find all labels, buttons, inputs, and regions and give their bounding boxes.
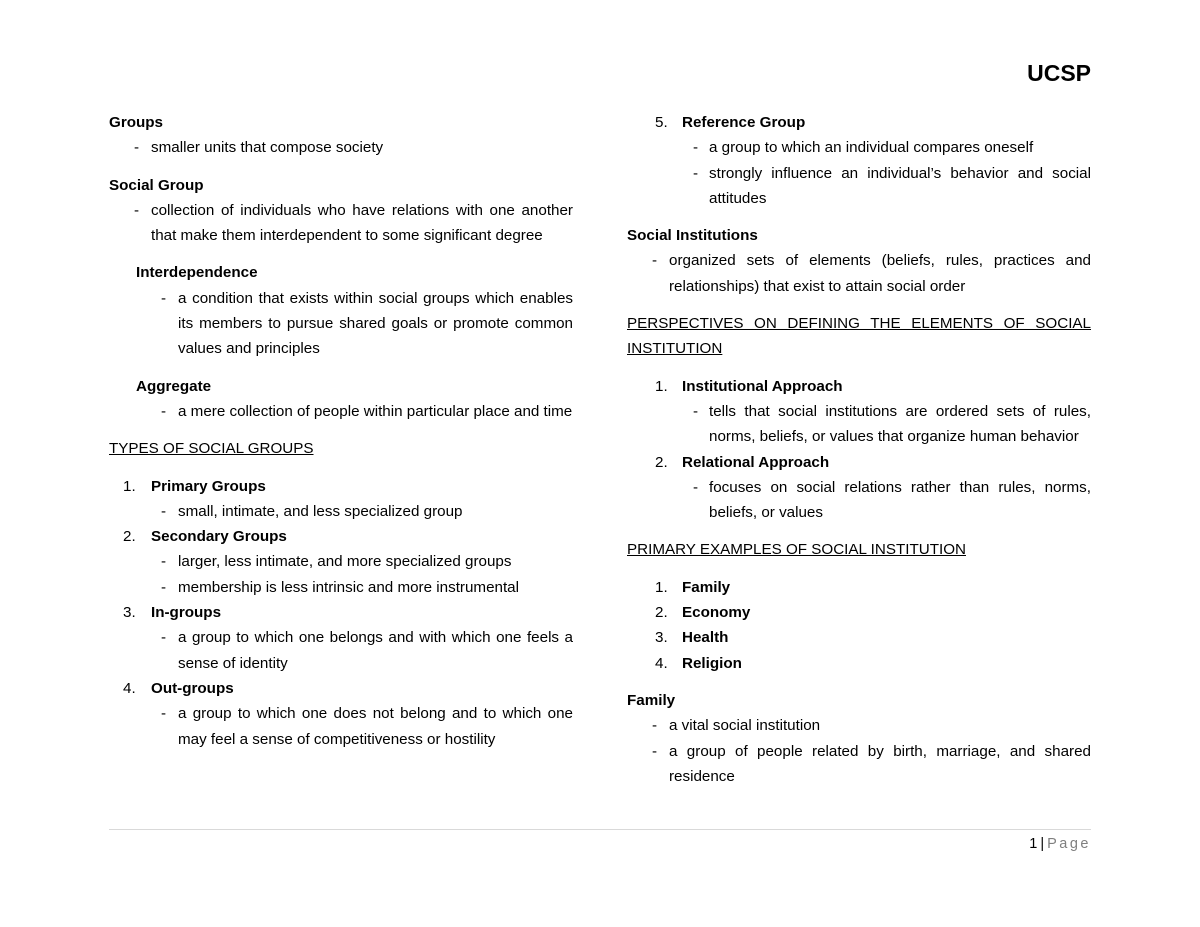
secondary-groups-bullet [109, 549, 573, 574]
dash-bullet: - [693, 164, 699, 182]
list-item-secondary-groups [109, 524, 573, 549]
types-of-social-groups-heading: TYPES OF SOCIAL GROUPS [109, 440, 314, 458]
list-item-relational-approach [627, 450, 1091, 475]
list-item-title: Economy [682, 604, 751, 622]
header-title: UCSP [1027, 60, 1091, 86]
list-item-title: Secondary Groups [151, 528, 287, 546]
reference-group-bullet [627, 161, 1091, 212]
list-item-title: In-groups [151, 604, 222, 622]
list-number: 2. [655, 604, 668, 622]
family-bullet [627, 713, 1091, 738]
list-number: 1. [655, 377, 668, 395]
list-item-title: Out-groups [151, 679, 234, 697]
dash-bullet: - [134, 201, 140, 219]
social-group-heading: Social Group [109, 176, 204, 194]
dash-bullet: - [161, 289, 167, 307]
bullet-text: a group to which one does not belong and to which one may feel a sense of competitiveness or hostility [178, 705, 573, 748]
bullet-text: a vital social institution [669, 717, 821, 735]
list-item-reference-group [627, 110, 1091, 135]
list-number: 2. [123, 528, 136, 546]
dash-bullet: - [161, 402, 167, 420]
bullet-text: strongly influence an individual’s behavior and social attitudes [709, 164, 1091, 207]
list-number: 2. [655, 453, 668, 471]
right-column [627, 110, 1091, 789]
bullet-text: a group of people related by birth, marriage, and shared residence [669, 742, 1091, 785]
page-label: Page [1047, 836, 1091, 852]
list-item-title: Family [682, 578, 731, 596]
institutional-approach-bullet [627, 399, 1091, 450]
bullet-text: small, intimate, and less specialized group [178, 502, 463, 520]
dash-bullet: - [161, 553, 167, 571]
list-item-religion [627, 651, 1091, 676]
dash-bullet: - [161, 578, 167, 596]
relational-approach-bullet [627, 475, 1091, 526]
social-institutions-heading: Social Institutions [627, 227, 758, 245]
list-item-institutional-approach [627, 374, 1091, 399]
social-group-bullet [109, 198, 573, 249]
dash-bullet: - [161, 502, 167, 520]
bullet-text: a group to which an individual compares oneself [709, 139, 1034, 157]
dash-bullet: - [652, 717, 658, 735]
bullet-text: tells that social institutions are ordered sets of rules, norms, beliefs, or values that organize human behavior [709, 402, 1091, 446]
dash-bullet: - [652, 252, 658, 270]
list-number: 3. [655, 629, 668, 647]
list-item-in-groups [109, 600, 573, 625]
reference-group-bullet [627, 135, 1091, 160]
bullet-text: smaller units that compose society [151, 139, 384, 157]
groups-heading: Groups [109, 114, 164, 131]
footer-page-number [1029, 834, 1091, 854]
list-item-title: Health [682, 629, 729, 647]
family-bullet [627, 739, 1091, 790]
list-number: 4. [655, 654, 668, 672]
bullet-text: a group to which one belongs and with which one feels a sense of identity [178, 629, 573, 672]
dash-bullet: - [652, 742, 658, 760]
social-institutions-bullet [627, 248, 1091, 299]
family-heading: Family [627, 691, 676, 709]
dash-bullet: - [161, 705, 167, 723]
list-item-title: Institutional Approach [682, 377, 843, 395]
list-item-title: Primary Groups [151, 477, 266, 495]
left-column [109, 110, 573, 752]
in-groups-bullet [109, 625, 573, 676]
dash-bullet: - [161, 629, 167, 647]
list-item-primary-groups [109, 474, 573, 499]
dash-bullet: - [693, 478, 699, 496]
page-number: 1 [1029, 836, 1038, 852]
out-groups-bullet [109, 701, 573, 752]
list-number: 1. [123, 477, 136, 495]
list-item-title: Reference Group [682, 114, 806, 131]
list-number: 4. [123, 679, 136, 697]
list-item-title: Relational Approach [682, 453, 830, 471]
interdependence-heading: Interdependence [136, 264, 258, 282]
dash-bullet: - [693, 139, 699, 157]
bullet-text: a mere collection of people within particular place and time [178, 402, 573, 420]
bullet-text: larger, less intimate, and more specialized groups [178, 553, 512, 571]
bullet-text: organized sets of elements (beliefs, rules, practices and relationships) that exist to attain social order [669, 252, 1091, 295]
secondary-groups-bullet [109, 575, 573, 600]
bullet-text: focuses on social relations rather than rules, norms, beliefs, or values [709, 478, 1091, 522]
perspectives-heading-line1: PERSPECTIVES ON DEFINING THE ELEMENTS OF SOCIAL [627, 315, 1091, 333]
list-number: 3. [123, 604, 136, 622]
list-item-out-groups [109, 676, 573, 701]
primary-examples-heading: PRIMARY EXAMPLES OF SOCIAL INSTITUTION [627, 541, 966, 559]
page-separator: | [1040, 836, 1045, 852]
aggregate-heading: Aggregate [136, 377, 212, 395]
list-number: 1. [655, 578, 668, 596]
list-item-family [627, 575, 1091, 600]
bullet-text: a condition that exists within social groups which enables its members to pursue shared goals or promote common values and principles [178, 289, 573, 358]
list-item-health [627, 625, 1091, 650]
list-item-economy [627, 600, 1091, 625]
interdependence-bullet [109, 286, 573, 362]
footer-divider [109, 829, 1091, 830]
groups-bullet [109, 135, 573, 160]
list-number: 5. [655, 114, 668, 131]
dash-bullet: - [134, 139, 140, 157]
aggregate-bullet [109, 399, 573, 424]
bullet-text: collection of individuals who have relations with one another that make them interdependent to some significant degree [151, 201, 573, 245]
bullet-text: membership is less intrinsic and more instrumental [178, 578, 519, 596]
primary-groups-bullet [109, 499, 573, 524]
list-item-title: Religion [682, 654, 742, 672]
dash-bullet: - [693, 402, 699, 420]
perspectives-heading-line2: INSTITUTION [627, 340, 723, 358]
